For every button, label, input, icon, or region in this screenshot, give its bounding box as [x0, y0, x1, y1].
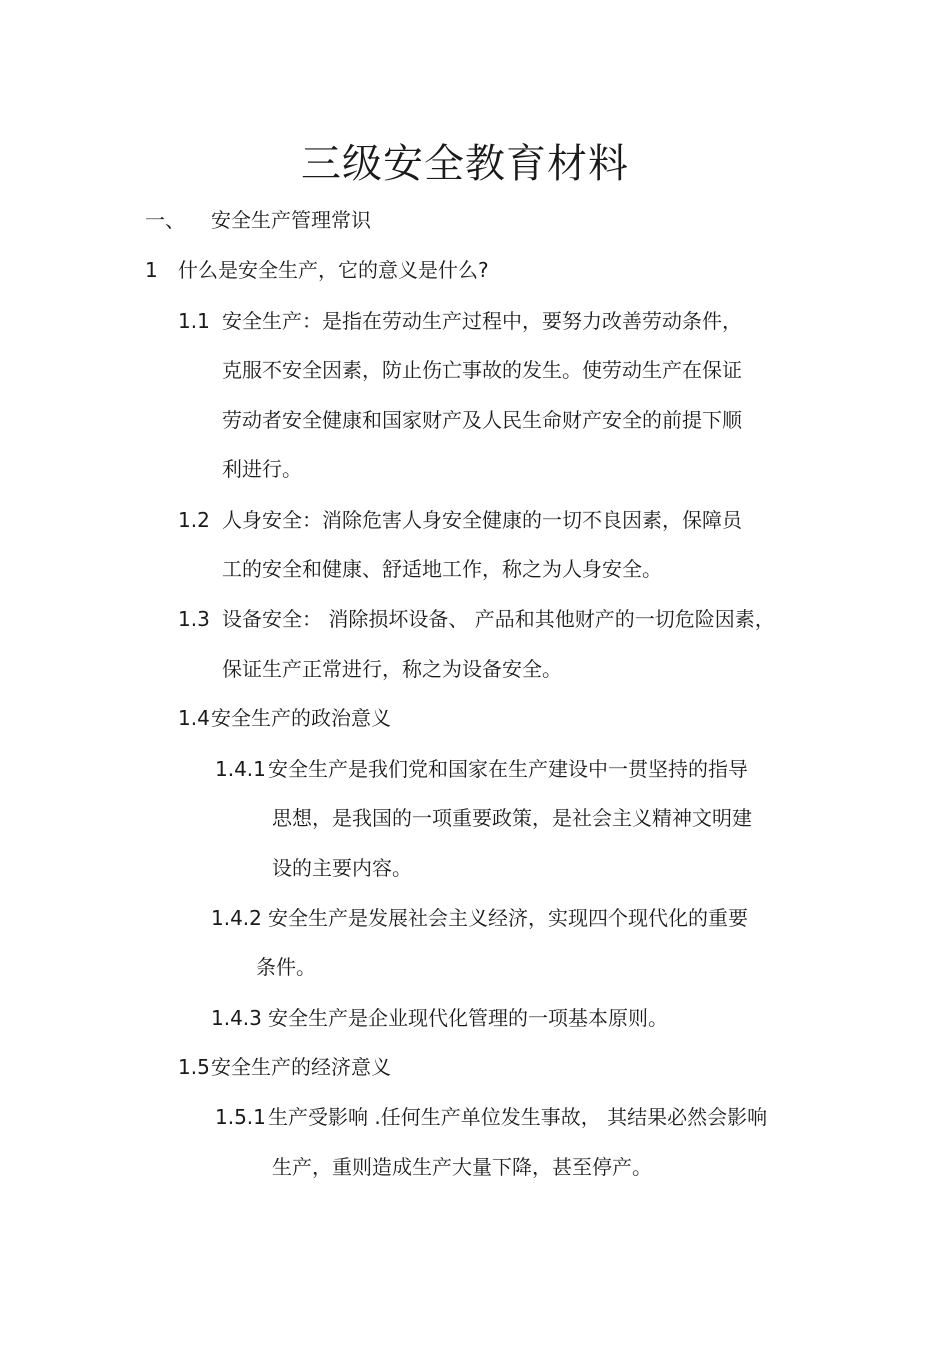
paragraph-line: 安全生产是我们党和国家在生产建设中一贯坚持的指导: [268, 757, 748, 781]
item-number-1-1: 1.1: [178, 309, 210, 333]
paragraph-line: 安全生产是发展社会主义经济，实现四个现代化的重要: [268, 906, 748, 930]
item-number-1-2: 1.2: [178, 508, 210, 532]
subsection-heading: 安全生产的经济意义: [211, 1055, 391, 1079]
paragraph-line: 思想，是我国的一项重要政策，是社会主义精神文明建: [272, 806, 752, 830]
section-number: 一、: [145, 208, 185, 232]
item-number-1-4-2: 1.4.2: [211, 906, 262, 930]
subsection-heading: 安全生产的政治意义: [211, 706, 391, 730]
paragraph-line: 劳动者安全健康和国家财产及人民生命财产安全的前提下顺: [222, 408, 742, 432]
paragraph-line: 设的主要内容。: [272, 856, 412, 880]
item-number-1-4-3: 1.4.3: [211, 1006, 262, 1030]
item-number-1-4: 1.4: [178, 706, 210, 730]
paragraph-line: 设备安全： 消除损坏设备、 产品和其他财产的一切危险因素，: [222, 607, 775, 631]
item-number-1-5-1: 1.5.1: [215, 1105, 266, 1129]
paragraph-line: 利进行。: [222, 457, 302, 481]
item-number-1-5: 1.5: [178, 1055, 210, 1079]
question-number: 1: [145, 258, 158, 282]
section-heading: 安全生产管理常识: [211, 208, 371, 232]
paragraph-line: 工的安全和健康、舒适地工作，称之为人身安全。: [222, 557, 662, 581]
paragraph-line: 安全生产是企业现代化管理的一项基本原则。: [268, 1006, 668, 1030]
paragraph-line: 保证生产正常进行，称之为设备安全。: [222, 657, 562, 681]
document-title: 三级安全教育材料: [301, 141, 629, 187]
paragraph-line: 克服不安全因素，防止伤亡事故的发生。使劳动生产在保证: [222, 358, 742, 382]
paragraph-line: 条件。: [256, 955, 316, 979]
paragraph-line: 安全生产：是指在劳动生产过程中，要努力改善劳动条件，: [222, 309, 742, 333]
item-number-1-3: 1.3: [178, 607, 210, 631]
question-text: 什么是安全生产，它的意义是什么?: [178, 258, 489, 282]
paragraph-line: 人身安全：消除危害人身安全健康的一切不良因素，保障员: [222, 508, 742, 532]
paragraph-line: 生产受影响 .任何生产单位发生事故， 其结果必然会影响: [268, 1105, 768, 1129]
item-number-1-4-1: 1.4.1: [215, 757, 266, 781]
paragraph-line: 生产，重则造成生产大量下降，甚至停产。: [272, 1155, 652, 1179]
